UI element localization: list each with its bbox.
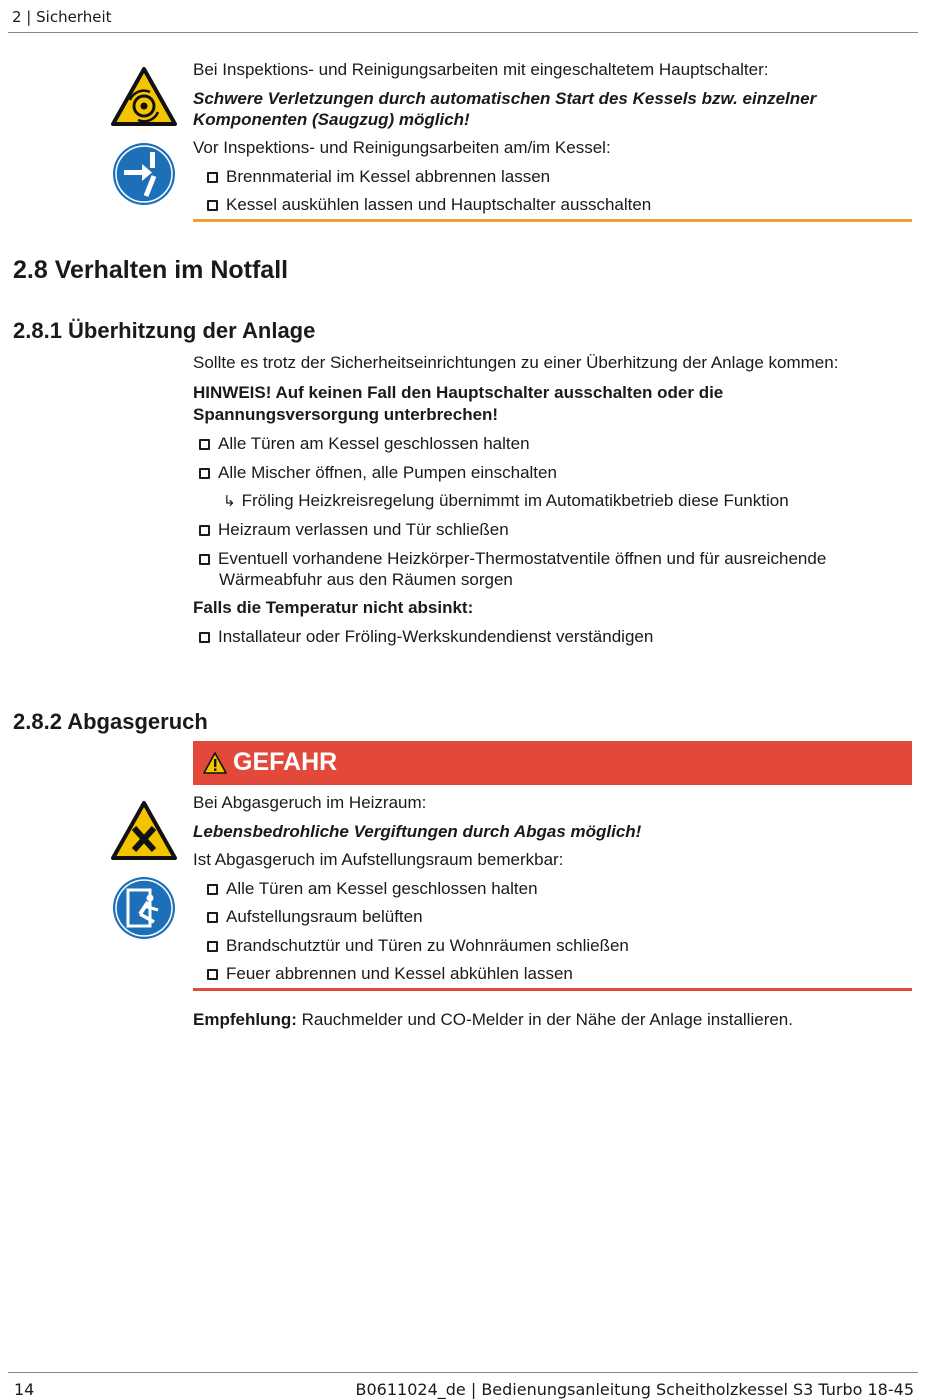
- list-item-text: Alle Mischer öffnen, alle Pumpen einschalten: [218, 463, 557, 482]
- list-item-text: Heizraum verlassen und Tür schließen: [218, 520, 509, 539]
- danger-signal-bar: [193, 741, 912, 785]
- list-item: [207, 935, 629, 956]
- checkbox-bullet-icon: [199, 525, 210, 536]
- checkbox-bullet-icon: [207, 200, 218, 211]
- list-item-text: Brandschutztür und Türen zu Wohnräumen schließen: [226, 936, 629, 955]
- list-item-text: Installateur oder Fröling-Werkskundendienst verständigen: [218, 627, 654, 646]
- list-item-text: Feuer abbrennen und Kessel abkühlen lassen: [226, 964, 573, 983]
- disconnect-mains-mandatory-icon: [112, 142, 176, 206]
- list-item: [199, 548, 826, 569]
- result-text: Fröling Heizkreisregelung übernimmt im Automatikbetrieb diese Funktion: [241, 491, 789, 510]
- top-warning-condition: Bei Inspektions- und Reinigungsarbeiten mit eingeschaltetem Hauptschalter:: [193, 60, 769, 79]
- top-warning-danger-line1: Schwere Verletzungen durch automatischen Start des Kessels bzw. einzelner: [193, 89, 817, 108]
- section-heading-2-8-2: 2.8.2 Abgasgeruch: [13, 709, 208, 734]
- document-reference: B0611024_de | Bedienungsanleitung Scheitholzkessel S3 Turbo 18-45: [355, 1380, 914, 1399]
- section-heading-2-8: 2.8 Verhalten im Notfall: [13, 256, 289, 284]
- list-item: [199, 519, 509, 540]
- exhaust-action-intro: Ist Abgasgeruch im Aufstellungsraum bemerkbar:: [193, 850, 564, 869]
- checkbox-bullet-icon: [199, 439, 210, 450]
- list-item-continuation: Wärmeabfuhr aus den Räumen sorgen: [219, 570, 513, 589]
- list-item: [199, 433, 530, 454]
- page-number: 14: [14, 1380, 35, 1399]
- list-item-text: Brennmaterial im Kessel abbrennen lassen: [226, 167, 551, 186]
- header-rule: [8, 32, 918, 33]
- result-arrow-icon: ↳: [223, 492, 236, 510]
- list-item: [207, 906, 423, 927]
- checkbox-bullet-icon: [207, 969, 218, 980]
- exhaust-condition: Bei Abgasgeruch im Heizraum:: [193, 793, 427, 812]
- checkbox-bullet-icon: [199, 632, 210, 643]
- top-warning-action-intro: Vor Inspektions- und Reinigungsarbeiten am/im Kessel:: [193, 138, 611, 157]
- list-item: [199, 626, 653, 647]
- result-item: [223, 490, 789, 512]
- list-item-text: Alle Türen am Kessel geschlossen halten: [218, 434, 530, 453]
- recommendation-label: Empfehlung:: [193, 1010, 297, 1029]
- signal-word: GEFAHR: [233, 748, 338, 776]
- list-item: [199, 462, 557, 483]
- warning-end-rule: [193, 219, 912, 222]
- list-item-text: Eventuell vorhandene Heizkörper-Thermostatventile öffnen und für ausreichende: [218, 549, 827, 568]
- automatic-start-warning-icon: [110, 66, 178, 128]
- harmful-substance-warning-icon: [110, 800, 178, 862]
- list-item: [207, 963, 573, 984]
- list-item: [207, 878, 538, 899]
- danger-end-rule: [193, 988, 912, 991]
- fallback-heading: Falls die Temperatur nicht absinkt:: [193, 598, 474, 617]
- checkbox-bullet-icon: [207, 941, 218, 952]
- list-item-text: Kessel auskühlen lassen und Hauptschalter ausschalten: [226, 195, 652, 214]
- warning-triangle-icon: [203, 752, 227, 774]
- checkbox-bullet-icon: [207, 172, 218, 183]
- ventilate-room-mandatory-icon: [112, 876, 176, 940]
- footer-rule: [8, 1372, 918, 1373]
- list-item-text: Alle Türen am Kessel geschlossen halten: [226, 879, 538, 898]
- checkbox-bullet-icon: [199, 554, 210, 565]
- exhaust-danger: Lebensbedrohliche Vergiftungen durch Abgas möglich!: [193, 822, 642, 841]
- section-heading-2-8-1: 2.8.1 Überhitzung der Anlage: [13, 318, 316, 343]
- checkbox-bullet-icon: [207, 884, 218, 895]
- recommendation: [193, 1009, 793, 1030]
- notice-line1: HINWEIS! Auf keinen Fall den Hauptschalter ausschalten oder die: [193, 383, 724, 402]
- list-item: [207, 166, 550, 187]
- top-warning-danger-line2: Komponenten (Saugzug) möglich!: [193, 110, 470, 129]
- recommendation-text: Rauchmelder und CO-Melder in der Nähe der Anlage installieren.: [296, 1010, 793, 1029]
- page-header: 2 | Sicherheit: [12, 8, 112, 26]
- checkbox-bullet-icon: [207, 912, 218, 923]
- overheat-intro: Sollte es trotz der Sicherheitseinrichtungen zu einer Überhitzung der Anlage kommen:: [193, 353, 839, 372]
- notice-line2: Spannungsversorgung unterbrechen!: [193, 405, 499, 424]
- list-item: [207, 194, 651, 215]
- checkbox-bullet-icon: [199, 468, 210, 479]
- list-item-text: Aufstellungsraum belüften: [226, 907, 423, 926]
